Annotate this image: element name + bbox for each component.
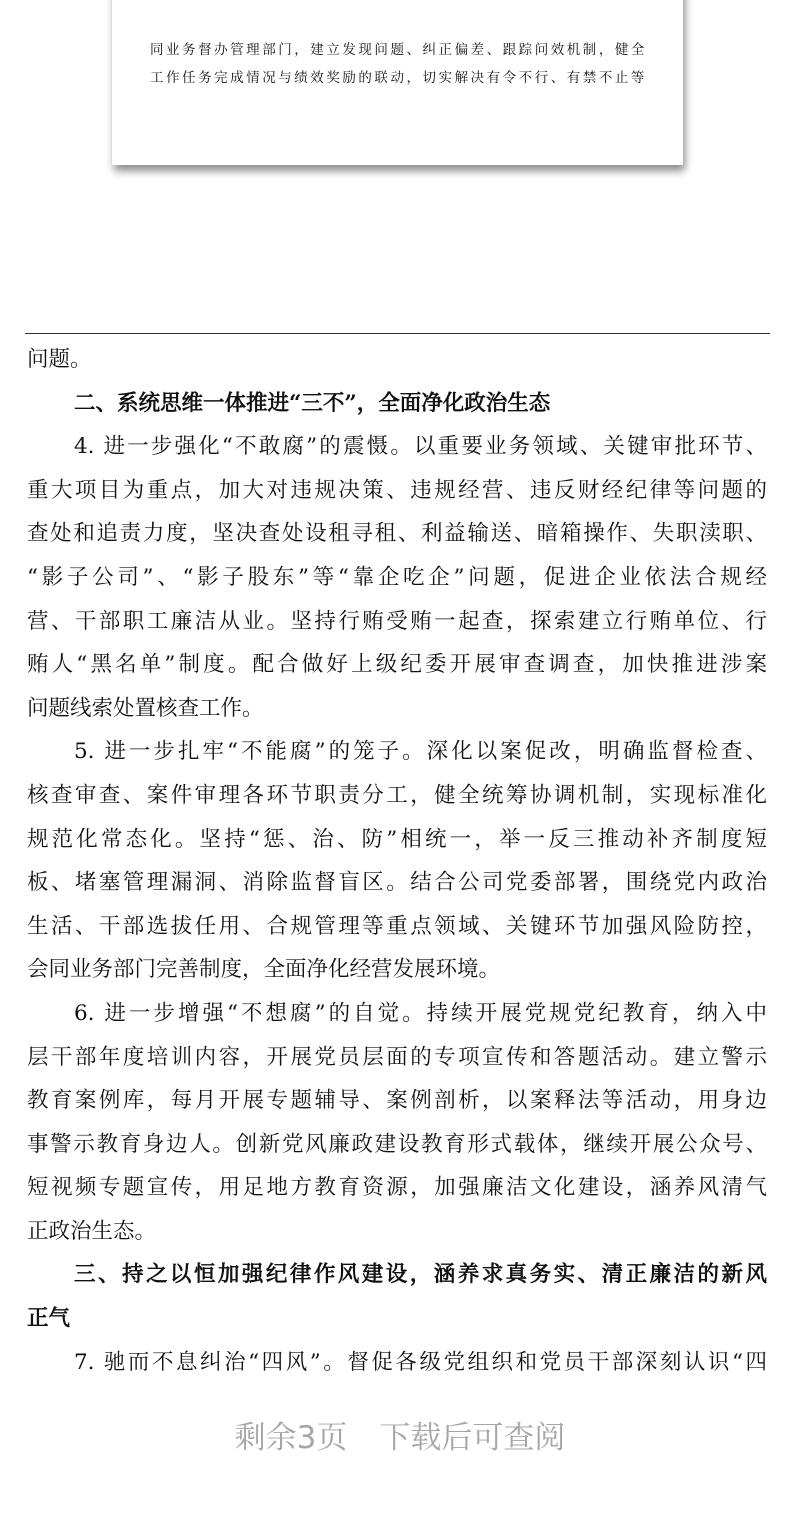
paragraph-line: 4. 进一步强化“不敢腐”的震慑。以重要业务领域、关键审批环节、 (74, 434, 767, 460)
card-line: 同业务督办管理部门，建立发现问题、纠正偏差、跟踪问效机制，健全 (150, 42, 645, 58)
paragraph-line: 会同业务部门完善制度，全面净化经营发展环境。 (27, 957, 501, 983)
paragraph-line: 查处和追责力度，坚决查处设租寻租、利益输送、暗箱操作、失职渎职、 (27, 521, 767, 547)
paragraph-line: 正政治生态。 (27, 1218, 157, 1244)
paragraph-line: 营、干部职工廉洁从业。坚持行贿受贿一起查，探索建立行贿单位、行 (27, 608, 767, 634)
paragraph-line: 事警示教育身边人。创新党风廉政建设教育形式载体，继续开展公众号、 (27, 1131, 767, 1157)
section-heading-line: 正气 (27, 1306, 71, 1332)
document-body (27, 338, 767, 1384)
paragraph-line: “影子公司”、“影子股东”等“靠企吃企”问题，促进企业依法合规经 (27, 564, 767, 590)
remaining-pages-label: 剩余3页 (234, 1420, 348, 1456)
paragraph-line: 板、堵塞管理漏洞、消除监督盲区。结合公司党委部署，围绕党内政治 (27, 870, 767, 896)
card-line: 工作任务完成情况与绩效奖励的联动，切实解决有令不行、有禁不止等 (150, 70, 645, 86)
paragraph-line: 短视频专题宣传，用足地方教育资源，加强廉洁文化建设，涵养风清气 (27, 1175, 767, 1201)
paragraph-line: 问题线索处置核查工作。 (27, 695, 264, 721)
paragraph-line: 生活、干部选拔任用、合规管理等重点领域、关键环节加强风险防控， (27, 913, 767, 939)
paragraph-line: 6. 进一步增强“不想腐”的自觉。持续开展党规党纪教育，纳入中 (74, 1000, 767, 1026)
paragraph-line: 问题。 (27, 347, 92, 372)
paragraph-line: 7. 驰而不息纠治“四风”。督促各级党组织和党员干部深刻认识“四 (74, 1349, 767, 1375)
paragraph-line: 规范化常态化。坚持“惩、治、防”相统一，举一反三推动补齐制度短 (27, 826, 767, 852)
download-hint-label[interactable]: 下载后可查阅 (379, 1420, 566, 1456)
paragraph-line: 5. 进一步扎牢“不能腐”的笼子。深化以案促改，明确监督检查、 (74, 739, 767, 765)
section-heading-line: 三、持之以恒加强纪律作风建设，涵养求真务实、清正廉洁的新风 (74, 1262, 767, 1288)
paragraph-line: 重大项目为重点，加大对违规决策、违规经营、违反财经纪律等问题的 (27, 477, 767, 503)
paragraph-line: 层干部年度培训内容，开展党员层面的专项宣传和答题活动。建立警示 (27, 1044, 767, 1070)
paragraph-line: 核查审查、案件审理各环节职责分工，健全统筹协调机制，实现标准化 (27, 782, 767, 808)
preview-page-card (112, 0, 683, 165)
paragraph-line: 教育案例库，每月开展专题辅导、案例剖析，以案释法等活动，用身边 (27, 1088, 767, 1114)
page-divider (25, 333, 770, 334)
paragraph-line: 贿人“黑名单”制度。配合做好上级纪委开展审查调查，加快推进涉案 (27, 652, 767, 678)
section-heading-line: 二、系统思维一体推进“三不”，全面净化政治生态 (74, 390, 551, 416)
remaining-pages-banner[interactable] (0, 1412, 800, 1457)
